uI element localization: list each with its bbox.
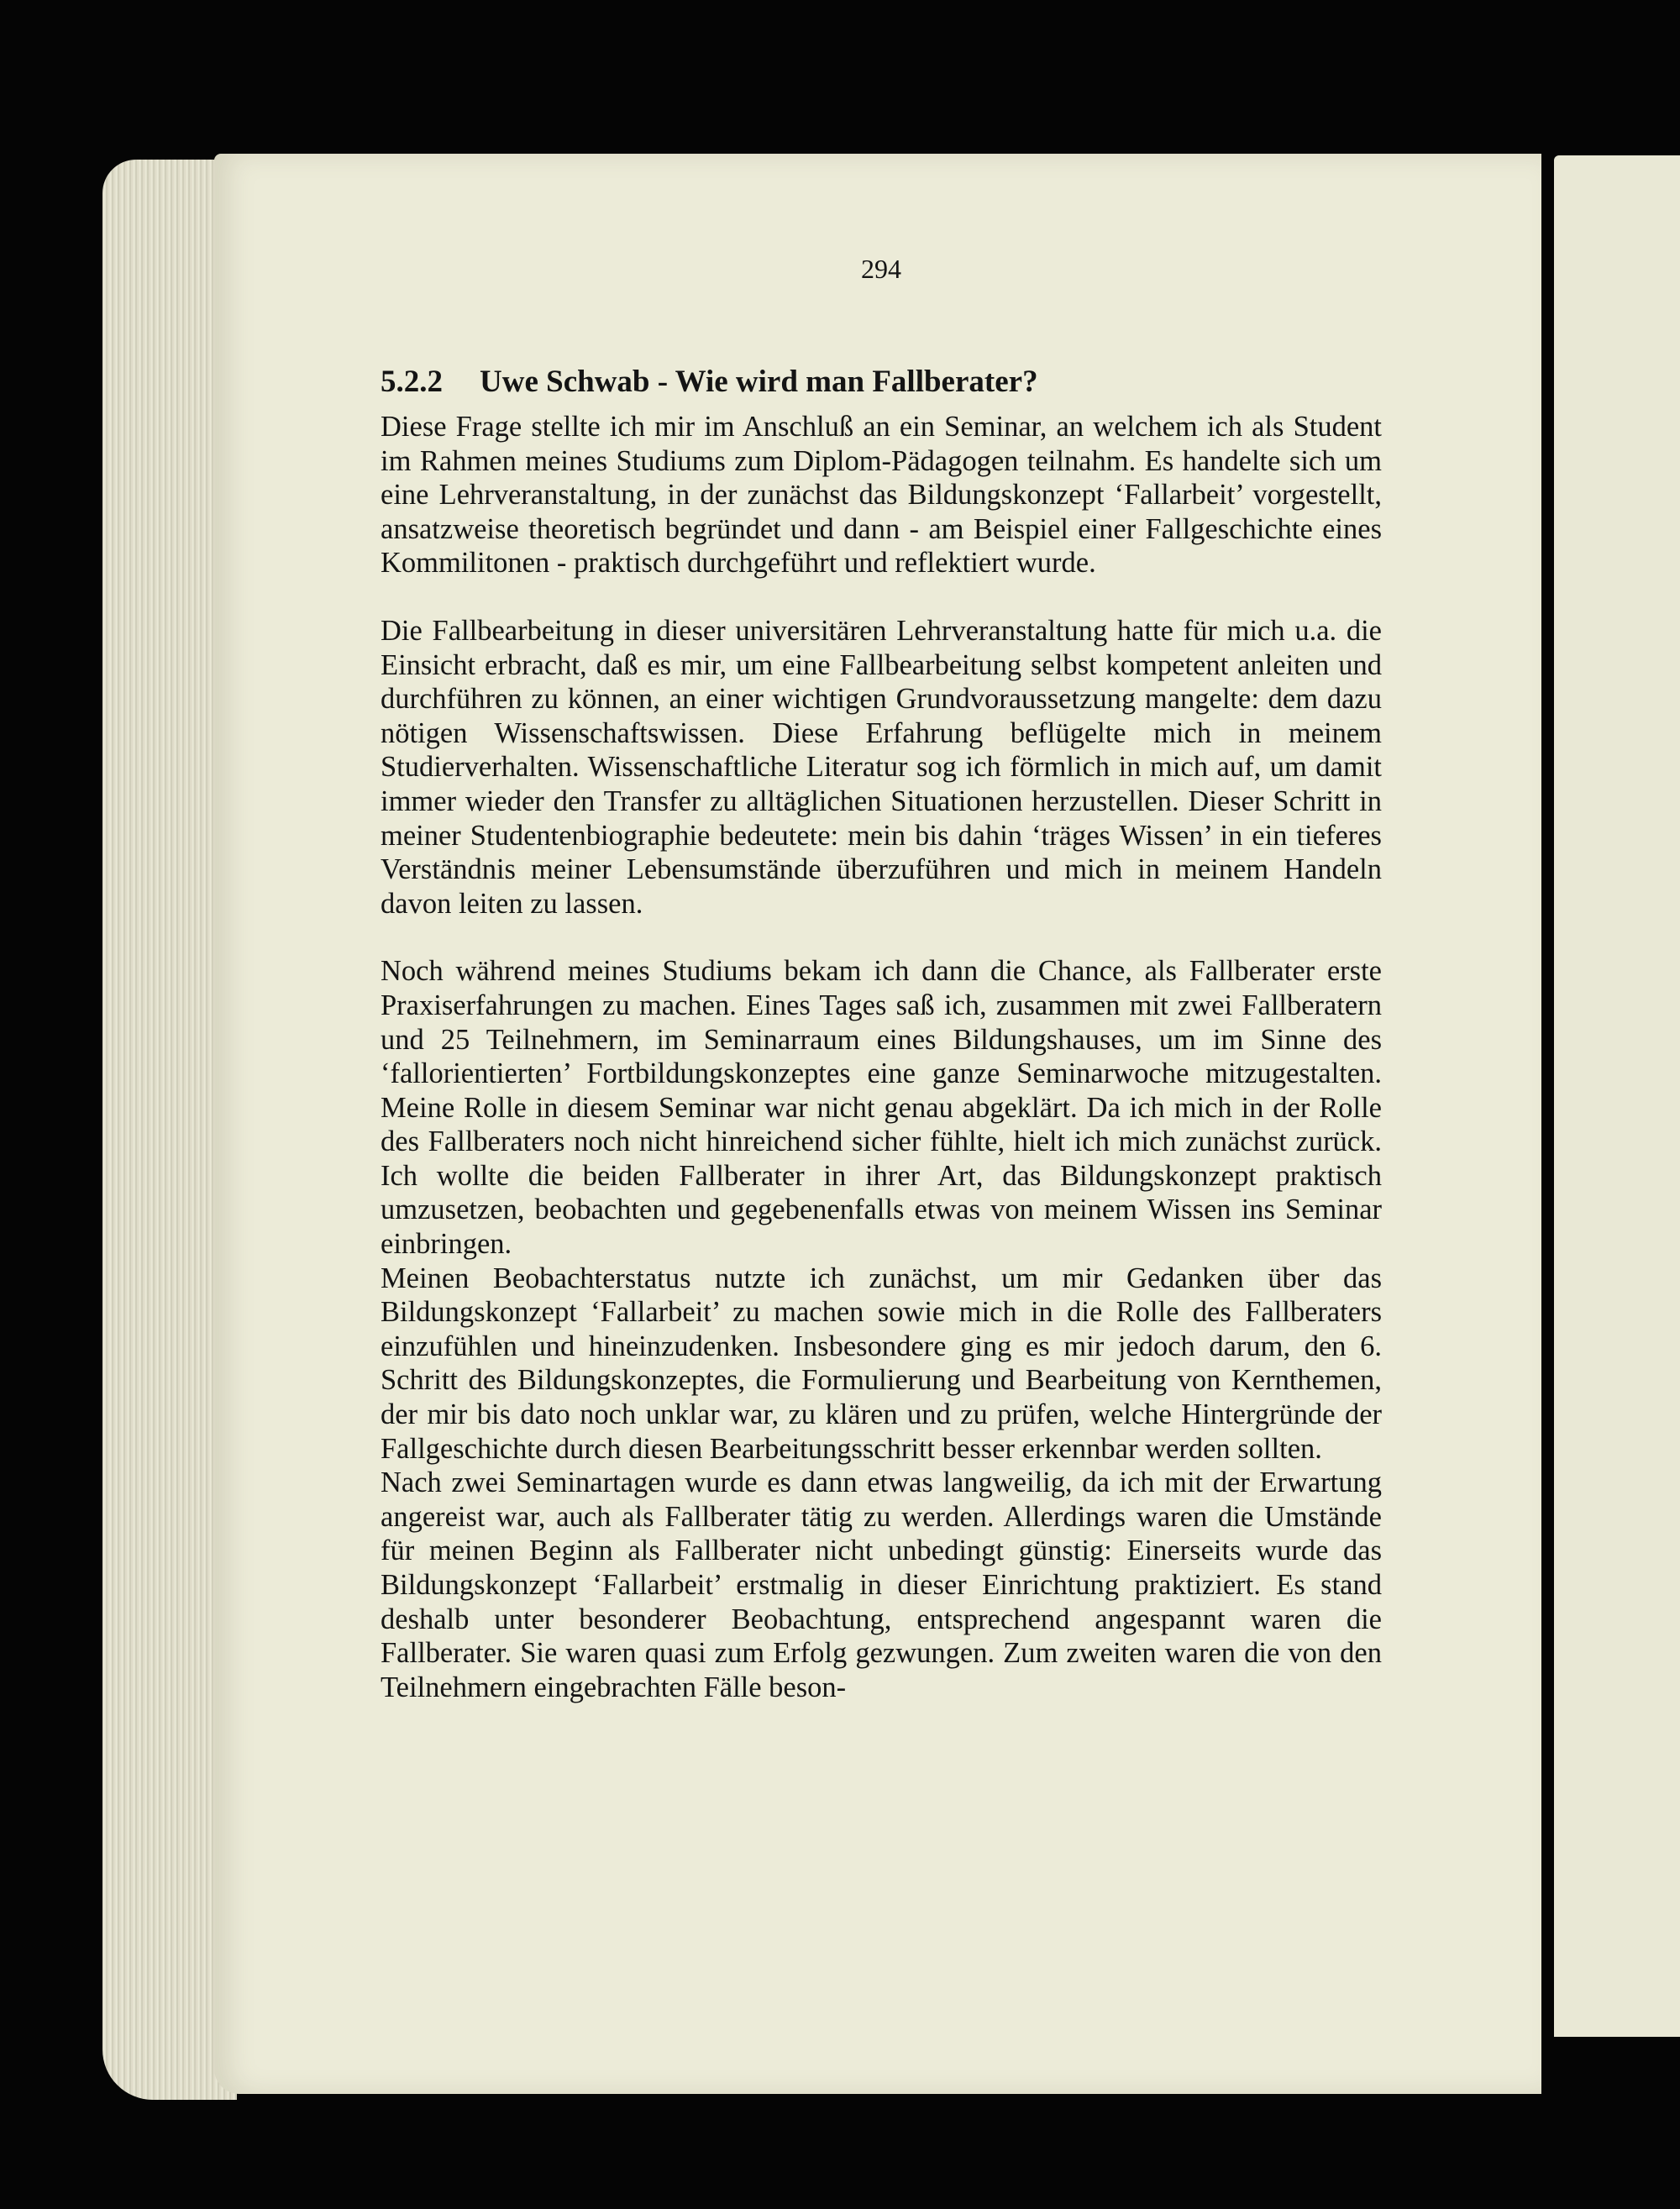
page-number: 294 — [861, 254, 901, 284]
page-text-block — [381, 252, 1382, 1704]
section-title: Uwe Schwab - Wie wird man Fallberater? — [480, 365, 1038, 399]
section-number: 5.2.2 — [381, 365, 443, 399]
facing-page-edge — [1554, 155, 1680, 2037]
paragraph-4: Meinen Beobachterstatus nutzte ich zunächst, um mir Gedanken über das Bildungskonzept ‘Fallarbeit’ zu machen sowie mich in die Rolle des Fallberaters einzufühlen und hineinzudenken. Insbesondere ging es mir jedoch darum, den 6. Schritt des Bildungskonzeptes, die Formulierung und Bearbeitung von Kernthemen, der mir bis dato noch unklar war, zu klären und zu prüfen, welche Hintergründe der Fallgeschichte durch diesen Bearbeitungsschritt besser erkennbar werden sollten. — [381, 1262, 1382, 1465]
paragraph-1: Diese Frage stellte ich mir im Anschluß an ein Seminar, an welchem ich als Student im Rahmen meines Studiums zum Diplom-Pädagogen teilnahm. Es handelte sich um eine Lehrveranstaltung, in der zunächst das Bildungskonzept ‘Fallarbeit’ vorgestellt, ansatzweise theoretisch begründet und dann - am Beispiel einer Fallgeschichte eines Kommilitonen - praktisch durchgeführt und reflektiert wurde. — [381, 411, 1382, 580]
paragraph-5: Nach zwei Seminartagen wurde es dann etwas langweilig, da ich mit der Erwartung angereist war, auch als Fallberater tätig zu werden. Allerdings waren die Umstände für meinen Beginn als Fallberater nicht unbedingt günstig: Einerseits wurde das Bildungskonzept ‘Fallarbeit’ erstmalig in dieser Einrichtung praktiziert. Es stand deshalb unter besonderer Beobachtung, entsprechend angespannt waren die Fallberater. Sie waren quasi zum Erfolg gezwungen. Zum zweiten waren die von den Teilnehmern eingebrachten Fälle beson- — [381, 1467, 1382, 1703]
section-heading — [381, 363, 1382, 401]
paragraph-3: Noch während meines Studiums bekam ich dann die Chance, als Fallberater erste Praxiserfahrungen zu machen. Eines Tages saß ich, zusammen mit zwei Fallberatern und 25 Teilnehmern, im Seminarraum eines Bildungshauses, um im Sinne des ‘fallorientierten’ Fortbildungskonzeptes eine ganze Seminarwoche mitzugestalten. Meine Rolle in diesem Seminar war nicht genau abgeklärt. Da ich mich in der Rolle des Fallberaters noch nicht hinreichend sicher fühlte, hielt ich mich zunächst zurück. Ich wollte die beiden Fallberater in ihrer Art, das Bildungskonzept praktisch umzusetzen, beobachten und gegebenenfalls etwas von meinem Wissen ins Seminar einbringen. — [381, 955, 1382, 1261]
paragraph-2: Die Fallbearbeitung in dieser universitären Lehrveranstaltung hatte für mich u.a. die Einsicht erbracht, daß es mir, um eine Fallbearbeitung selbst kompetent anleiten und durchführen zu können, an einer wichtigen Grundvoraussetzung mangelte: dem dazu nötigen Wissenschaftswissen. Diese Erfahrung beflügelte mich in meinem Studierverhalten. Wissenschaftliche Literatur sog ich förmlich in mich auf, um damit immer wieder den Transfer zu alltäglichen Situationen herzustellen. Dieser Schritt in meiner Studentenbiographie bedeutete: mein bis dahin ‘träges Wissen’ in ein tieferes Verständnis meiner Lebensumstände überzuführen und mich in meinem Handeln davon leiten zu lassen. — [381, 614, 1382, 920]
